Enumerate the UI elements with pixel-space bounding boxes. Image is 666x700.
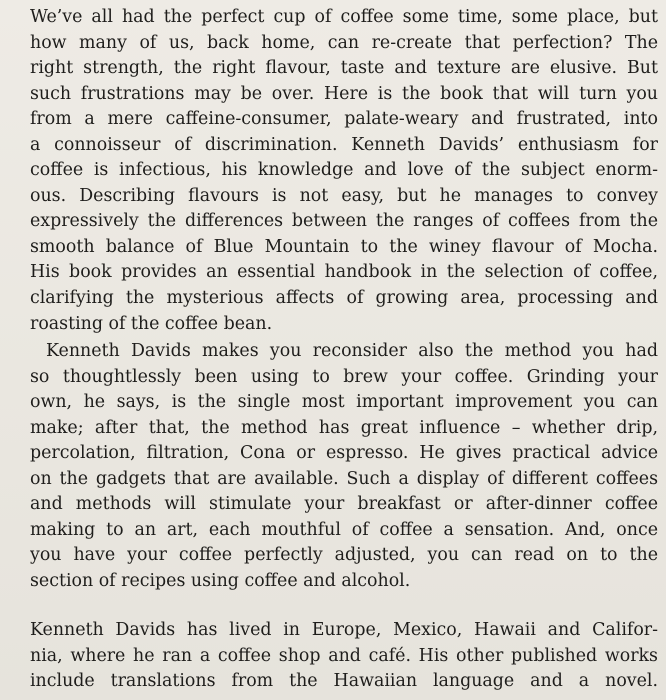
text-line: making to an art, each mouthful of coffee a sensation. And, once: [30, 519, 658, 540]
text-line: a connoisseur of discrimination. Kenneth Davids’ enthusiasm for: [30, 134, 658, 155]
text-line: own, he says, is the single most important improvement you can: [30, 392, 658, 413]
text-line: right strength, the right flavour, taste and texture are elusive. But: [30, 58, 658, 79]
text-line: clarifying the mysterious affects of growing area, processing and: [30, 288, 658, 309]
text-line: how many of us, back home, can re-create that perfection? The: [30, 32, 658, 53]
text-line: roasting of the coffee bean.: [30, 313, 273, 334]
text-line: include translations from the Hawaiian language and a novel.: [30, 671, 658, 692]
text-line: Kenneth Davids has lived in Europe, Mexico, Hawaii and Califor-: [30, 620, 658, 640]
text-line: smooth balance of Blue Mountain to the winey flavour of Mocha.: [30, 236, 658, 257]
paragraph-brewing-method: [30, 339, 658, 594]
text-line: section of recipes using coffee and alcohol.: [30, 570, 411, 591]
text-line: on the gadgets that are available. Such a display of different coffees: [30, 468, 658, 489]
text-line: nia, where he ran a coffee shop and café. His other published works: [30, 645, 658, 666]
paragraph-author-bio: [30, 618, 658, 695]
text-line: so thoughtlessly been using to brew your coffee. Grinding your: [30, 366, 658, 387]
text-line: expressively the differences between the ranges of coffees from the: [30, 211, 658, 232]
text-line: make; after that, the method has great influence – whether drip,: [30, 417, 658, 438]
text-line: you have your coffee perfectly adjusted, you can read on to the: [30, 545, 658, 566]
text-line: from a mere caffeine-consumer, palate-weary and frustrated, into: [30, 109, 658, 130]
text-line: His book provides an essential handbook in the selection of coffee,: [30, 262, 658, 283]
text-line: such frustrations may be over. Here is the book that will turn you: [30, 83, 658, 104]
text-line: ous. Describing flavours is not easy, but he manages to convey: [30, 185, 658, 206]
text-line: coffee is infectious, his knowledge and love of the subject enorm-: [30, 160, 658, 181]
paragraph-intro: [30, 5, 658, 337]
text-line: and methods will stimulate your breakfast or after-dinner coffee: [30, 494, 658, 515]
text-line: percolation, filtration, Cona or espresso. He gives practical advice: [30, 443, 658, 464]
text-line: Kenneth Davids makes you reconsider also the method you had: [46, 341, 658, 361]
text-line: We’ve all had the perfect cup of coffee some time, some place, but: [30, 7, 658, 27]
